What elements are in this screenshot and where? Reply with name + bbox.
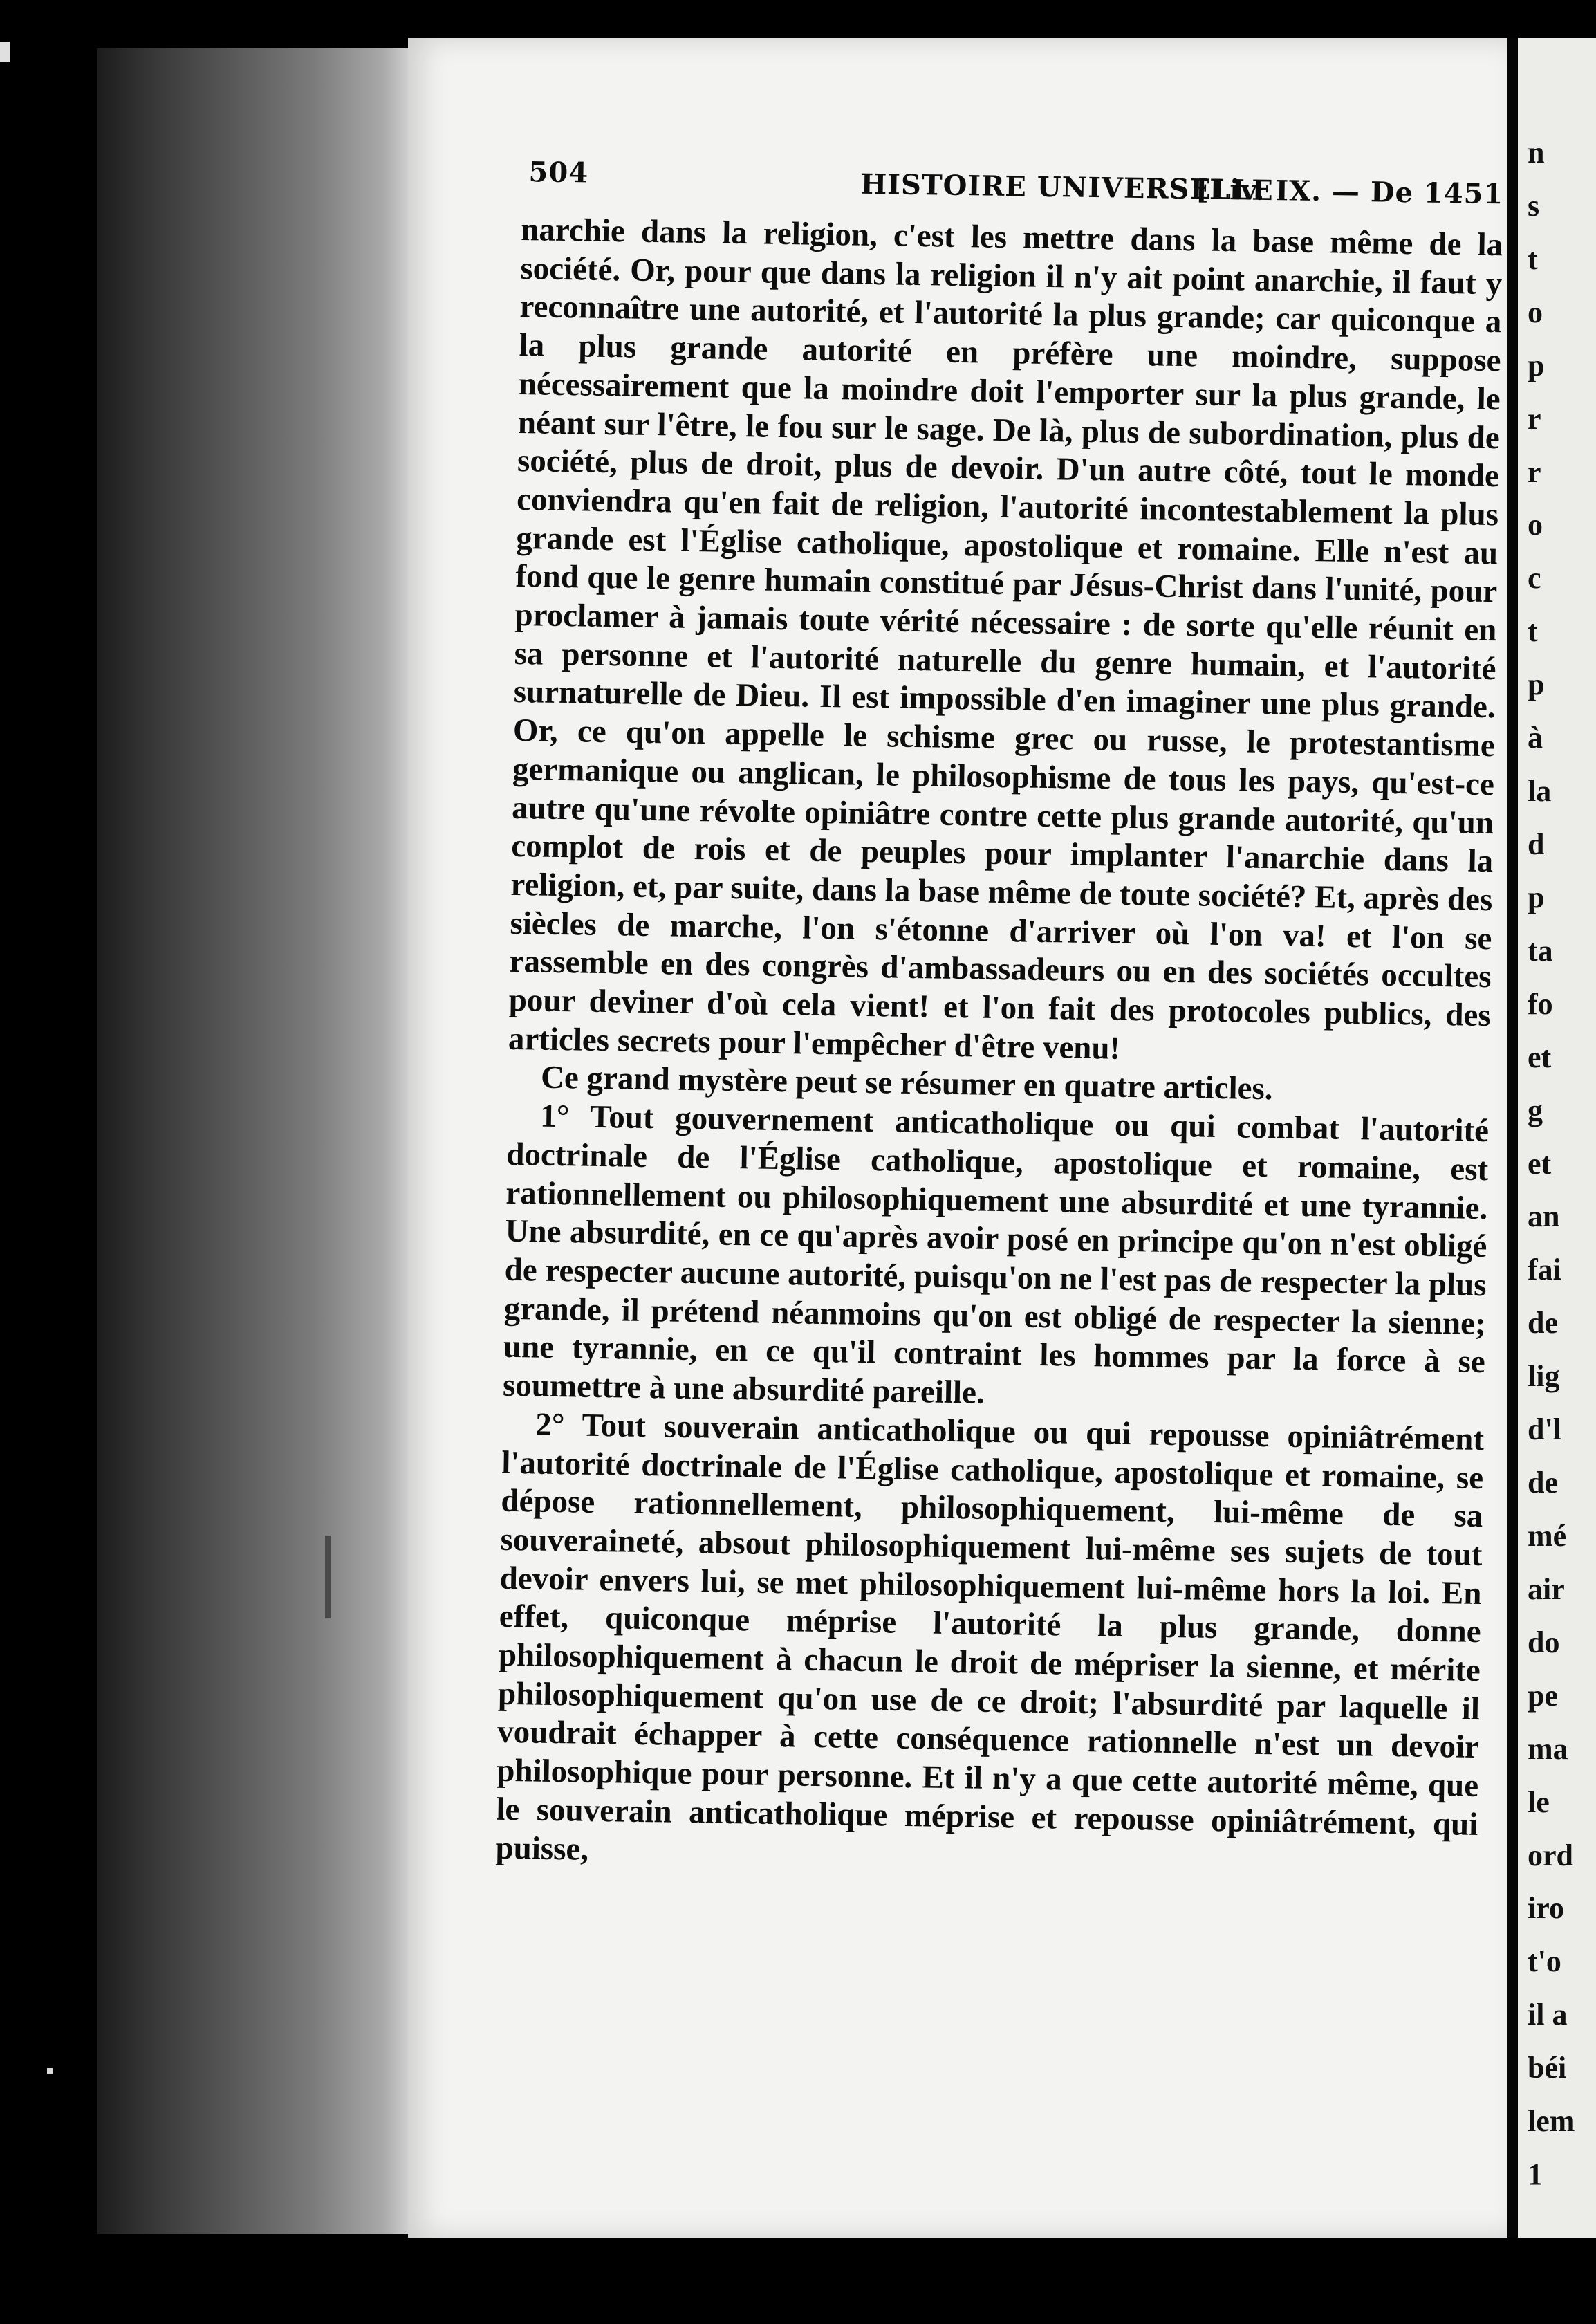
facing-page-fragment: p (1528, 880, 1545, 914)
facing-page-fragment: le (1528, 1784, 1550, 1819)
paragraph: Ce grand mystère peut se résumer en quatre articles. (540, 1060, 1273, 1107)
facing-page-fragment: o (1528, 508, 1543, 542)
facing-page-fragment: do (1528, 1625, 1560, 1659)
paragraph: narchie dans la religion, c'est les mettre dans la base même de la société. Or, pour que dans la religion il n'y ait point anarchie, il faut y reconnaître une autorité, et l'autorité la plus grande; car quiconque a la plus grande autorité en préfère une moindre, suppose nécessairement que la moindre doit l'emporter sur la plus grande, le néant sur l'être, le fou sur le sage. De là, plus de subordination, plus de société, plus de droit, plus de devoir. D'un autre côté, tout le monde conviendra qu'en fait de religion, l'autorité incontestablement la plus grande est l'Église catholique, apostolique et romaine. Elle n'est au fond que le genre humain constitué par Jésus-Christ dans l'unité, pour proclamer à jamais toute vérité nécessaire : de sorte qu'elle réunit en sa personne et l'autorité naturelle du genre humain, et l'autorité surnaturelle de Dieu. Il est impossible d'en imaginer une plus grande. Or, ce qu'on appelle le schisme grec ou russe, le protestantisme germanique ou anglican, le philosophisme de tous les pays, qu'est-ce autre qu'une révolte opiniâtre contre cette plus grande autorité, qu'un complot de rois et de peuples pour implanter l'anarchie dans la religion, et, par suite, dans la base même de toute société? Et, après des siècles de marche, l'on s'étonne d'arriver où l'on va! et l'on se rassemble en des congrès d'ambassadeurs ou en des sociétés occultes pour deviner d'où cela vient! et l'on fait des protocoles publics, des articles secrets pour l'empêcher d'être venu! (508, 211, 1503, 1067)
body-text (495, 211, 1503, 1883)
facing-page-fragment: c (1528, 561, 1541, 596)
facing-page-fragment: t (1528, 241, 1538, 276)
paragraph: 2° Tout souverain anticatholique ou qui repousse opiniâtrément l'autorité doctrinale de l'Église catholique, apostolique et romaine, se dépose rationnellement, philosophiquement, lui-même de sa souveraineté, absout philosophiquement lui-même ses sujets de tout devoir envers lui, se met philosophiquement lui-même hors la loi. En effet, quiconque méprise l'autorité la plus grande, donne philosophiquement à chacun le droit de mépriser la sienne, et mérite philosophiquement qu'on use de ce droit; l'absurdité par laquelle il voudrait échapper à cette conséquence rationnelle n'est un devoir philosophique pour personne. Et il n'y a que cette autorité même, que le souverain anticatholique méprise et repousse opiniâtrément, qui puisse, (495, 1406, 1485, 1868)
facing-page-fragment: lem (1528, 2104, 1575, 2139)
facing-page-fragment: air (1528, 1571, 1565, 1606)
facing-page-fragment: fo (1528, 986, 1553, 1021)
gutter (1507, 38, 1518, 2238)
page-content (495, 156, 1504, 1883)
facing-page-fragment: de (1528, 1466, 1558, 1500)
book-edge (97, 48, 408, 2234)
facing-page-fragment: n (1528, 136, 1545, 169)
page-number: 504 (528, 156, 589, 190)
facing-page-fragment: ta (1528, 933, 1553, 968)
facing-page-fragment: de (1528, 1306, 1558, 1340)
facing-page-fragment: g (1528, 1093, 1543, 1127)
facing-page-edge (1518, 38, 1596, 2238)
facing-page-fragment: fai (1528, 1253, 1561, 1287)
facing-page-fragment: ord (1528, 1838, 1573, 1872)
facing-page-fragment: lig (1528, 1359, 1560, 1394)
facing-page-fragment: p (1528, 348, 1545, 382)
facing-page-fragment: t'o (1528, 1944, 1561, 1979)
facing-page-fragment: et (1528, 1040, 1552, 1074)
facing-page-fragment: p (1528, 667, 1545, 702)
facing-page-fragment: t (1528, 614, 1538, 649)
running-title: HISTOIRE UNIVERSELLE (860, 167, 1274, 208)
facing-page-fragment: an (1528, 1199, 1560, 1234)
facing-page-fragment: r (1528, 454, 1541, 489)
facing-page-fragment: à (1528, 721, 1543, 755)
facing-page-fragment: ma (1528, 1731, 1568, 1766)
facing-page-fragment: d'l (1528, 1412, 1561, 1447)
book-edge-mark (325, 1536, 331, 1618)
facing-page-fragment: et (1528, 1146, 1552, 1181)
facing-page-fragment: la (1528, 774, 1552, 809)
facing-page-fragment: o (1528, 295, 1543, 329)
facing-page-fragment: d (1528, 827, 1545, 861)
facing-page-fragment: iro (1528, 1891, 1564, 1926)
facing-page-fragment: mé (1528, 1519, 1567, 1553)
facing-page-fragment: pe (1528, 1678, 1558, 1713)
scan-artifact (0, 42, 10, 62)
facing-page-fragment: il a (1528, 1998, 1568, 2032)
book-page (408, 38, 1507, 2238)
running-section: [Liv. IX. — De 1451 (1195, 173, 1504, 211)
paragraph: 1° Tout gouvernement anticatholique ou qui combat l'autorité doctrinale de l'Église catholique, apostolique et romaine, est rationnellement ou philosophiquement une absurdité et une tyrannie. Une absurdité, en ce qu'après avoir posé en principe qu'on n'est obligé de respecter aucune autorité, puisqu'on ne l'est pas de respecter la plus grande, il prétend néanmoins qu'on est obligé de respecter la sienne; une tyrannie, en ce qu'il contraint les hommes par la force à se soumettre à une absurdité pareille. (502, 1098, 1490, 1411)
facing-page-fragment: r (1528, 401, 1541, 436)
facing-page-fragment: s (1528, 188, 1540, 223)
scan-artifact (47, 2068, 53, 2074)
facing-page-fragment: béi (1528, 2051, 1567, 2085)
facing-page-fragment: 1 (1528, 2157, 1543, 2192)
